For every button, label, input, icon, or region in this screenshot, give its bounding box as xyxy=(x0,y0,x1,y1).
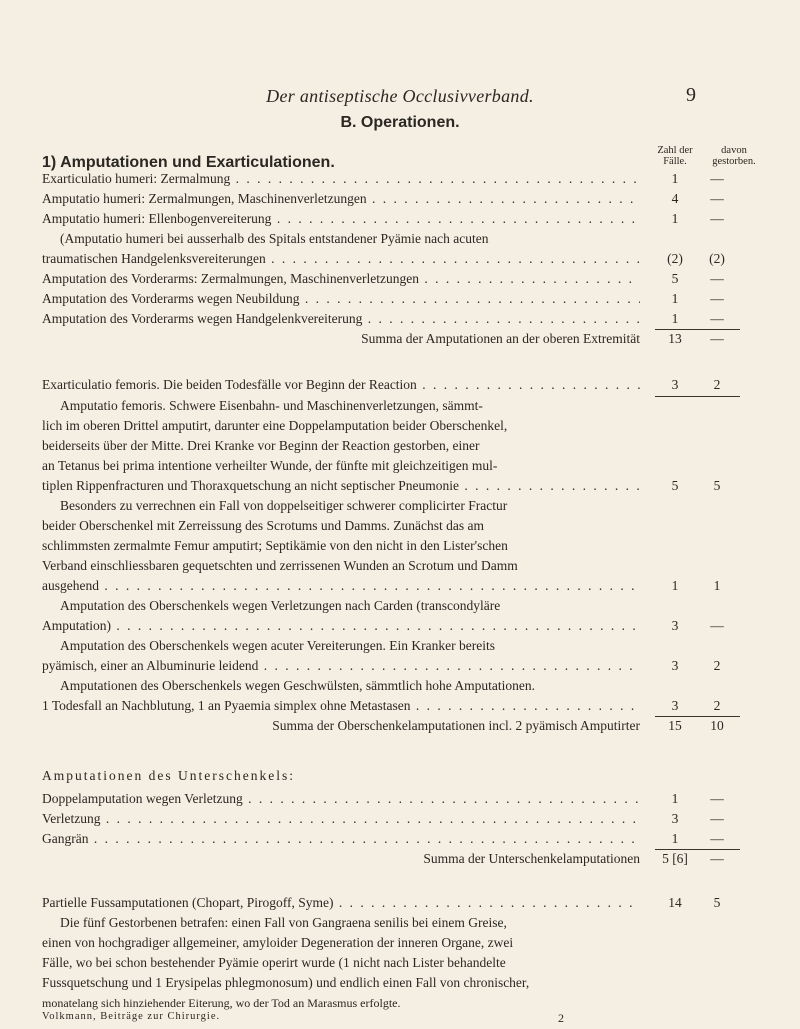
row-text: Amputatio humeri: Zermalmungen, Maschinenverletzungen . . . xyxy=(42,189,640,209)
table-row xyxy=(0,169,800,189)
row-text: Amputationen des Unterschenkels: xyxy=(42,768,295,783)
table-row xyxy=(0,536,800,556)
row-count: 1 xyxy=(671,291,679,306)
row-text: Verband einschliessbaren gequetschten und zerrissenen Wunden an Scrotum und Damm xyxy=(42,558,518,573)
row-text: Gangrän . . . xyxy=(42,829,640,849)
row-text: beider Oberschenkel mit Zerreissung des Scrotums und Damms. Zunächst das am xyxy=(42,518,485,533)
table-row xyxy=(0,616,800,636)
table-row xyxy=(0,496,800,516)
summa-text: Summa der Unterschenkelamputationen xyxy=(423,851,640,866)
row-text: Amputatio femoris. Schwere Eisenbahn- und Maschinenverletzungen, sämmt- xyxy=(60,398,483,413)
row-deaths: — xyxy=(710,271,724,286)
row-text: monatelang sich hinziehender Eiterung, wo der Tod an Marasmus erfolgte. xyxy=(42,996,401,1010)
row-deaths: — xyxy=(710,331,724,346)
summa-text: Summa der Oberschenkelamputationen incl. 2 pyämisch Amputirter xyxy=(272,718,640,733)
column-header-deaths: davon gestorben. xyxy=(712,145,756,167)
table-row xyxy=(0,476,800,496)
table-row xyxy=(0,809,800,829)
row-text: (Amputatio humeri bei ausserhalb des Spitals entstandener Pyämie nach acuten xyxy=(60,231,489,246)
table-row xyxy=(0,516,800,536)
row-text: Amputation des Vorderarms: Zermalmungen, Maschinenverletzungen . . . xyxy=(42,269,640,289)
row-count: 13 xyxy=(668,331,682,346)
row-deaths: 10 xyxy=(710,718,724,733)
row-count: 3 xyxy=(671,658,679,673)
row-text: Fussquetschung und 1 Erysipelas phlegmonosum) und endlich einen Fall von chronischer, xyxy=(42,975,530,990)
row-count: 1 xyxy=(671,171,679,186)
row-text: Besonders zu verrechnen ein Fall von doppelseitiger schwerer complicirter Fractur xyxy=(60,498,508,513)
row-count: 1 xyxy=(671,211,679,226)
row-text: Fälle, wo bei schon bestehender Pyämie operirt wurde (1 nicht nach Lister behandelte xyxy=(42,955,506,970)
row-deaths: — xyxy=(710,191,724,206)
table-row xyxy=(0,189,800,209)
row-deaths: — xyxy=(710,811,724,826)
table-row xyxy=(0,556,800,576)
table-row xyxy=(0,416,800,436)
row-deaths: 2 xyxy=(713,698,721,713)
row-text: ausgehend . . . xyxy=(42,576,640,596)
table-row xyxy=(0,209,800,229)
table-row xyxy=(0,973,800,993)
summa-row xyxy=(0,329,800,349)
row-text: schlimmsten zermalmte Femur amputirt; Septikämie von den nicht in den Lister'schen xyxy=(42,538,508,553)
row-count: 3 xyxy=(671,698,679,713)
signature-mark: 2 xyxy=(558,1011,564,1025)
table-row xyxy=(0,656,800,676)
row-text: Amputatio humeri: Ellenbogenvereiterung . . . xyxy=(42,209,640,229)
table-row xyxy=(0,269,800,289)
row-deaths: — xyxy=(710,618,724,633)
row-count: 4 xyxy=(671,191,679,206)
row-count: 3 xyxy=(671,618,679,633)
row-text: lich im oberen Drittel amputirt, darunter eine Doppelamputation beider Oberschenkel, xyxy=(42,418,508,433)
table-row xyxy=(0,249,800,269)
row-deaths: — xyxy=(710,171,724,186)
table-row xyxy=(0,696,800,716)
row-deaths: (2) xyxy=(709,251,725,266)
row-deaths: — xyxy=(710,291,724,306)
row-text: Amputationen des Oberschenkels wegen Geschwülsten, sämmtlich hohe Amputationen. xyxy=(60,678,536,693)
table-row xyxy=(0,456,800,476)
table-row xyxy=(0,913,800,933)
table-row xyxy=(0,289,800,309)
table-row xyxy=(0,766,800,786)
page-number: 9 xyxy=(686,84,696,106)
row-deaths: — xyxy=(710,791,724,806)
section-heading: B. Operationen. xyxy=(340,114,460,131)
row-text: Verletzung . . . xyxy=(42,809,640,829)
table-row xyxy=(0,596,800,616)
row-deaths: — xyxy=(710,311,724,326)
table-row xyxy=(0,309,800,329)
table-row xyxy=(0,576,800,596)
row-count: 5 xyxy=(671,271,679,286)
row-text: Partielle Fussamputationen (Chopart, Pirogoff, Syme) . . . xyxy=(42,893,640,913)
row-count: 14 xyxy=(668,895,682,910)
row-deaths: — xyxy=(710,851,724,866)
table-row xyxy=(0,789,800,809)
column-header-cases: Zahl der Fälle. xyxy=(657,145,693,167)
row-deaths: — xyxy=(710,831,724,846)
row-deaths: 5 xyxy=(713,478,721,493)
row-text: an Tetanus bei prima intentione verheilter Wunde, der fünfte mit gleichzeitigen mul- xyxy=(42,458,498,473)
table-row xyxy=(0,396,800,416)
row-deaths: 2 xyxy=(713,377,721,392)
row-text: Exarticulatio humeri: Zermalmung . . . xyxy=(42,169,640,189)
row-text: Amputation des Oberschenkels wegen Verletzungen nach Carden (transcondyläre xyxy=(60,598,501,613)
row-text: Exarticulatio femoris. Die beiden Todesfälle vor Beginn der Reaction . . . xyxy=(42,375,640,395)
row-count: 1 xyxy=(671,791,679,806)
table-row xyxy=(0,933,800,953)
row-count: 5 [6] xyxy=(662,851,688,866)
table-row xyxy=(0,229,800,249)
row-text: Amputation des Vorderarms wegen Handgelenkvereiterung . . . xyxy=(42,309,640,329)
row-text: Amputation des Vorderarms wegen Neubildung . . . xyxy=(42,289,640,309)
row-text: Amputation) . . . xyxy=(42,616,640,636)
footer xyxy=(42,1011,564,1025)
row-count: 15 xyxy=(668,718,682,733)
row-text: Amputation des Oberschenkels wegen acuter Vereiterungen. Ein Kranker bereits xyxy=(60,638,495,653)
row-deaths: 2 xyxy=(713,658,721,673)
summa-row xyxy=(0,716,800,736)
row-text: Doppelamputation wegen Verletzung . . . xyxy=(42,789,640,809)
row-count: 5 xyxy=(671,478,679,493)
summa-text: Summa der Amputationen an der oberen Extremität xyxy=(361,331,640,346)
row-deaths: 5 xyxy=(713,895,721,910)
table-row xyxy=(0,893,800,913)
row-count: 3 xyxy=(671,811,679,826)
row-count: (2) xyxy=(667,251,683,266)
row-text: pyämisch, einer an Albuminurie leidend . . . xyxy=(42,656,640,676)
row-count: 3 xyxy=(671,377,679,392)
table-row xyxy=(0,676,800,696)
row-deaths: 1 xyxy=(713,578,721,593)
table-row xyxy=(0,993,800,1013)
table-row xyxy=(0,375,800,395)
row-deaths: — xyxy=(710,211,724,226)
footer-publisher: Volkmann, Beiträge zur Chirurgie. xyxy=(42,1011,221,1022)
row-text: beiderseits über der Mitte. Drei Kranke vor Beginn der Reaction gestorben, einer xyxy=(42,438,480,453)
row-text: einen von hochgradiger allgemeiner, amyloider Degeneration der inneren Organe, zwei xyxy=(42,935,514,950)
table-row xyxy=(0,436,800,456)
table-row xyxy=(0,636,800,656)
running-head xyxy=(0,86,800,110)
row-text: tiplen Rippenfracturen und Thoraxquetschung an nicht septischer Pneumonie . . . xyxy=(42,476,640,496)
summa-row xyxy=(0,849,800,869)
row-text: 1 Todesfall an Nachblutung, 1 an Pyaemia simplex ohne Metastasen . . . xyxy=(42,696,640,716)
row-count: 1 xyxy=(671,578,679,593)
row-count: 1 xyxy=(671,831,679,846)
row-count: 1 xyxy=(671,311,679,326)
row-text: Die fünf Gestorbenen betrafen: einen Fall von Gangraena senilis bei einem Greise, xyxy=(60,915,507,930)
table-row xyxy=(0,829,800,849)
row-text: traumatischen Handgelenksvereiterungen . . . xyxy=(42,249,640,269)
subsection-heading: 1) Amputationen und Exarticulationen. xyxy=(42,154,335,171)
running-title: Der antiseptische Occlusivverband. xyxy=(266,86,534,106)
table-row xyxy=(0,953,800,973)
